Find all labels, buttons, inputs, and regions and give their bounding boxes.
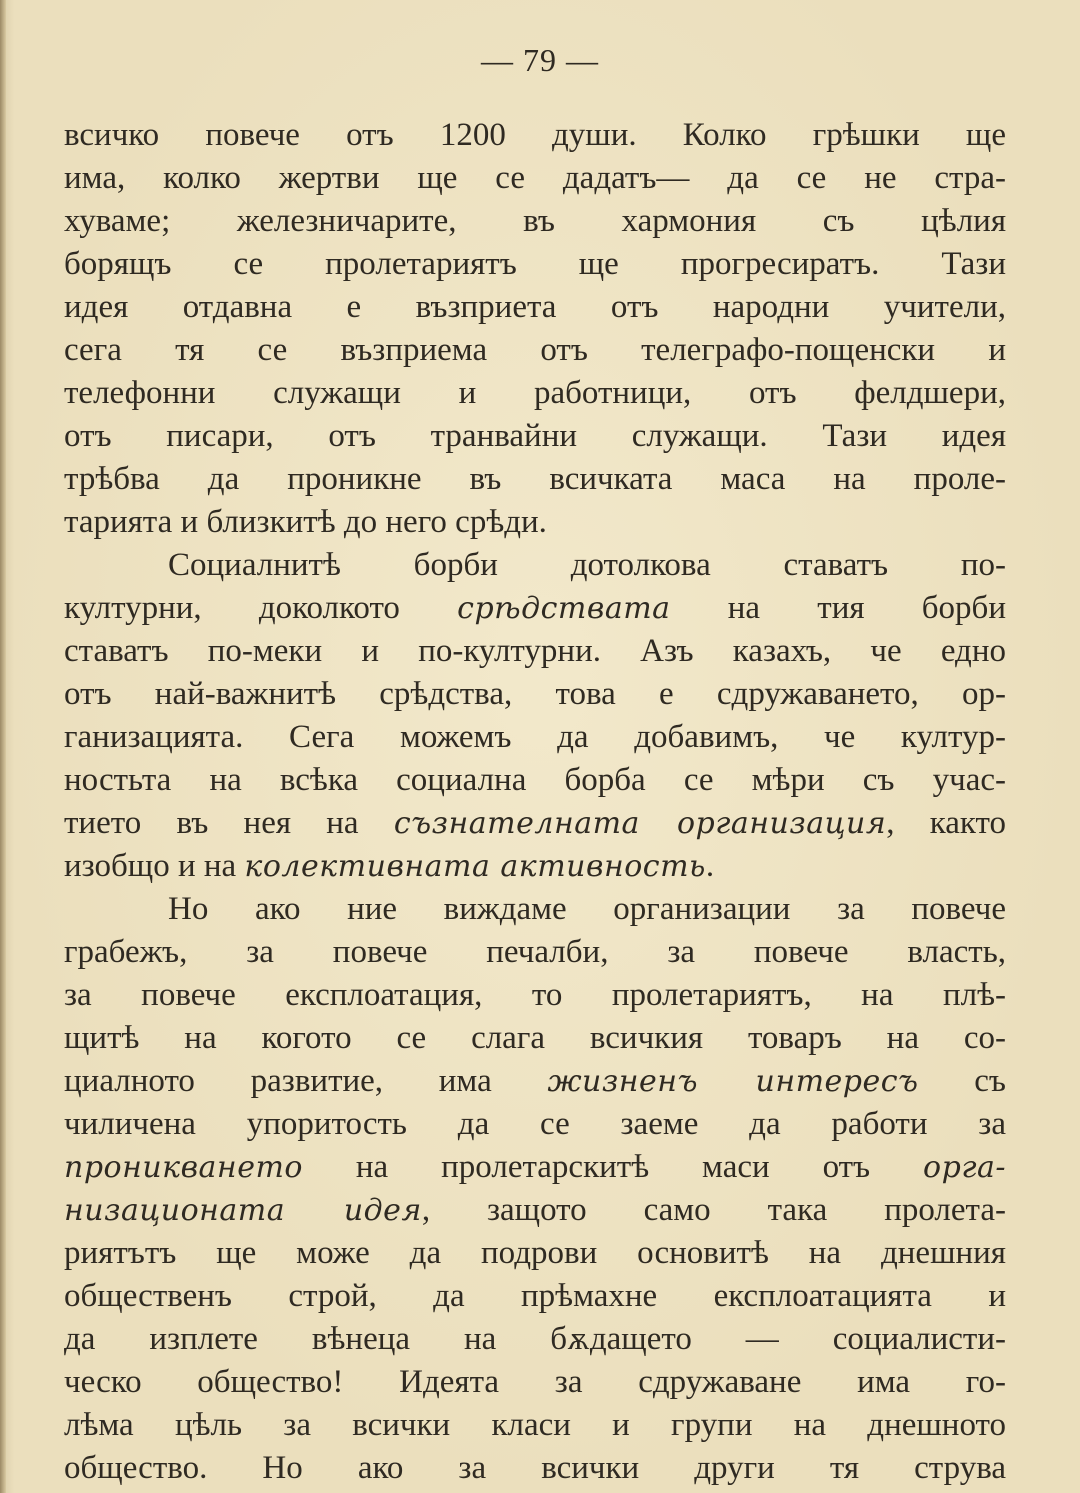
text-line: да изплете вѣнеца на бѫдащето — социалисти- [64, 1321, 1006, 1357]
binding-edge [0, 0, 6, 1493]
text-line: Социалнитѣ борби дотолкова ставатъ по- [168, 547, 1006, 583]
emphasis-text: проникването [64, 1150, 303, 1185]
text-line: риятътъ ще може да подрови основитѣ на днешния [64, 1235, 1006, 1271]
text-line: лѣма цѣль за всички класи и групи на днешното [64, 1407, 1006, 1443]
text-line: тарията и близкитѣ до него срѣди. [64, 504, 547, 540]
text-line: щитѣ на когото се слага всичкия товаръ на со- [64, 1020, 1006, 1056]
emphasis-text: колективната активность [244, 849, 706, 884]
text-line: изобщо и на колективната активность. [64, 848, 715, 884]
body-text [64, 114, 1006, 1490]
text-line: за повече експлоатация, то пролетариятъ, на плѣ- [64, 977, 1006, 1013]
emphasis-text: жизненъ интересъ [547, 1064, 919, 1099]
text-line: общество. Но ако за всички други тя струва [64, 1450, 1006, 1486]
text-line: грабежъ, за повече печалби, за повече власть, [64, 934, 1006, 970]
text-line: борящъ се пролетариятъ ще прогресиратъ. Тази [64, 246, 1006, 282]
text-line: проникването на пролетарскитѣ маси отъ орга- [64, 1149, 1006, 1185]
text-line: ганизацията. Сега можемъ да добавимъ, че култур- [64, 719, 1006, 755]
text-line: ставатъ по-меки и по-културни. Азъ казахъ, че едно [64, 633, 1006, 669]
text-line: тието въ нея на съзнателната организация, както [64, 805, 1006, 841]
page-number: — 79 — [481, 42, 599, 78]
text-line: трѣбва да проникне въ всичката маса на проле- [64, 461, 1006, 497]
text-line: всичко повече отъ 1200 души. Колко грѣшки ще [64, 117, 1006, 153]
text-line: Но ако ние виждаме организации за повече [168, 891, 1006, 927]
text-line: низационата идея, защото само така пролета- [64, 1192, 1006, 1228]
text-line: отъ писари, отъ транвайни служащи. Тази идея [64, 418, 1006, 454]
text-line: отъ най-важнитѣ срѣдства, това е сдружаването, ор- [64, 676, 1006, 712]
text-line: ческо общество! Идеята за сдружаване има го- [64, 1364, 1006, 1400]
text-line: общественъ строй, да прѣмахне експлоатацията и [64, 1278, 1006, 1314]
text-line: чиличена упоритость да се заеме да работи за [64, 1106, 1006, 1142]
text-line: циалното развитие, има жизненъ интересъ съ [64, 1063, 1006, 1099]
emphasis-text: орга- [923, 1150, 1006, 1185]
text-line: хуваме; железничарите, въ хармония съ цѣлия [64, 203, 1006, 239]
emphasis-text: низационата идея [64, 1193, 422, 1228]
text-line: има, колко жертви ще се дадатъ— да се не стра- [64, 160, 1006, 196]
text-line: културни, доколкото срѣдствата на тия борби [64, 590, 1006, 626]
text-line: ностьта на всѣка социална борба се мѣри съ учас- [64, 762, 1006, 798]
text-line: сега тя се възприема отъ телеграфо-пощенски и [64, 332, 1006, 368]
emphasis-text: срѣдствата [457, 591, 671, 626]
emphasis-text: съзнателната организация [393, 806, 887, 841]
text-line: телефонни служащи и работници, отъ фелдшери, [64, 375, 1006, 411]
text-line: идея отдавна е възприета отъ народни учители, [64, 289, 1006, 325]
